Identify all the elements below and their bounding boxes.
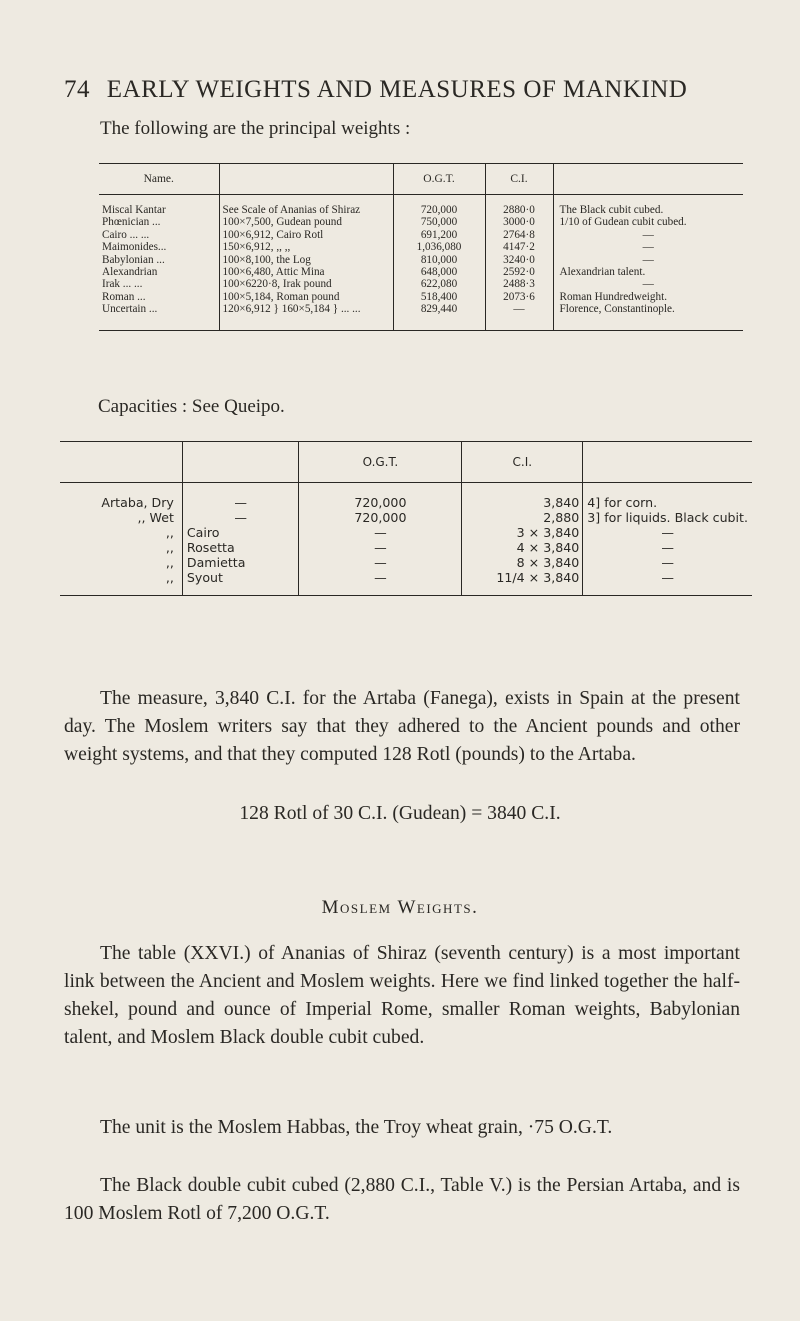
capacity-ci: 8 × 3,840 — [462, 555, 583, 570]
weight-desc: 100×8,100, the Log — [219, 254, 393, 266]
capacity-ogt: 720,000 — [299, 510, 462, 525]
weight-name: Cairo ... ... — [102, 228, 150, 241]
running-head — [64, 76, 687, 104]
weight-ci: 2073·6 — [485, 291, 553, 303]
capacity-name: ,, — [165, 540, 174, 555]
table-row — [60, 570, 752, 596]
weight-remark: Florence, Constantinople. — [553, 303, 743, 330]
table-row — [99, 266, 743, 278]
capacity-ogt: — — [299, 525, 462, 540]
capacity-place: — — [182, 483, 299, 511]
paragraph-ananias: The table (XXVI.) of Ananias of Shiraz (seventh century) is a most important link between the Ancient and Moslem weights. Here we find linked together the half-shekel, pound and ounce of Imperial Rome, smaller Roman weights, Babylonian talent, and Moslem Black double cubit cubed. — [64, 943, 740, 1048]
capacity-ci: 3 × 3,840 — [462, 525, 583, 540]
weight-name: Miscal Kantar — [102, 204, 166, 216]
weight-ogt: 622,080 — [393, 278, 485, 290]
capacity-remark: — — [583, 555, 752, 570]
weight-ci: 2764·8 — [485, 229, 553, 241]
capacity-ogt: — — [299, 555, 462, 570]
capacity-remark: — — [583, 570, 752, 596]
capacity-remark: — — [583, 525, 752, 540]
weights-header-name: Name. — [99, 164, 219, 195]
section-title: Moslem Weights. — [321, 897, 479, 918]
weight-ci: 3000·0 — [485, 216, 553, 228]
weight-name: Phœnician ... — [102, 216, 161, 229]
capacities-header-ci: C.I. — [462, 442, 583, 483]
weights-header-row — [99, 164, 743, 195]
capacity-name: Artaba, Dry — [101, 495, 174, 510]
table-row — [99, 195, 743, 217]
weight-ogt: 750,000 — [393, 216, 485, 228]
capacities-header-name — [60, 442, 182, 483]
table-row — [99, 241, 743, 253]
weight-remark: Alexandrian talent. — [553, 266, 743, 278]
weight-desc: See Scale of Ananias of Shiraz — [219, 195, 393, 217]
intro-text: The following are the principal weights : — [100, 118, 411, 139]
capacities-table — [60, 441, 752, 596]
table-row — [99, 254, 743, 266]
weight-ogt: 1,036,080 — [393, 241, 485, 253]
table-row — [99, 303, 743, 330]
running-title: EARLY WEIGHTS AND MEASURES OF MANKIND — [106, 76, 688, 103]
weight-ci: — — [485, 303, 553, 330]
capacity-place: Rosetta — [182, 540, 299, 555]
page-number: 74 — [64, 76, 90, 103]
weight-ci: 2880·0 — [485, 195, 553, 217]
capacity-ci: 11/4 × 3,840 — [462, 570, 583, 596]
capacity-ogt: — — [299, 570, 462, 596]
capacity-place: Syout — [182, 570, 299, 596]
capacities-header-ogt: O.G.T. — [299, 442, 462, 483]
weight-ogt: 648,000 — [393, 266, 485, 278]
weight-name: Roman ... — [102, 290, 146, 303]
weight-ci: 3240·0 — [485, 254, 553, 266]
weight-name: Irak ... ... — [102, 278, 143, 291]
weight-desc: 100×6,912, Cairo Rotl — [219, 229, 393, 241]
weights-header-desc — [219, 164, 393, 195]
weight-desc: 100×6220·8, Irak pound — [219, 278, 393, 290]
table-row — [99, 216, 743, 228]
weight-name: Uncertain ... — [102, 303, 158, 316]
table-row — [60, 483, 752, 511]
weight-desc: 100×7,500, Gudean pound — [219, 216, 393, 228]
weight-remark: The Black cubit cubed. — [553, 195, 743, 217]
capacity-name: ,, — [165, 555, 174, 570]
capacities-header-row — [60, 442, 752, 483]
paragraph-unit: The unit is the Moslem Habbas, the Troy wheat grain, ·75 O.G.T. — [100, 1117, 613, 1138]
weight-remark: — — [553, 229, 743, 241]
capacities-heading: Capacities : See Queipo. — [98, 396, 285, 417]
weight-ogt: 810,000 — [393, 254, 485, 266]
weight-ci: 4147·2 — [485, 241, 553, 253]
weight-remark: Roman Hundredweight. — [553, 291, 743, 303]
weight-desc: 150×6,912, ,, ,, — [219, 241, 393, 253]
weights-header-ci: C.I. — [485, 164, 553, 195]
weight-ci: 2592·0 — [485, 266, 553, 278]
weight-remark: — — [553, 254, 743, 266]
table-row — [60, 510, 752, 525]
table-row — [99, 229, 743, 241]
capacity-place: Cairo — [182, 525, 299, 540]
paragraph-black-cubit: The Black double cubit cubed (2,880 C.I., Table V.) is the Persian Artaba, and is 100 Moslem Rotl of 7,200 O.G.T. — [64, 1175, 740, 1224]
capacities-header-remark — [583, 442, 752, 483]
weight-remark: — — [553, 278, 743, 290]
weight-name: Alexandrian — [102, 266, 158, 279]
capacities-header-place — [182, 442, 299, 483]
capacity-ci: 3,840 — [462, 483, 583, 511]
weight-ogt: 720,000 — [393, 195, 485, 217]
formula-line: 128 Rotl of 30 C.I. (Gudean) = 3840 C.I. — [239, 803, 561, 824]
weight-ci: 2488·3 — [485, 278, 553, 290]
capacity-ci: 4 × 3,840 — [462, 540, 583, 555]
capacity-remark: — — [583, 540, 752, 555]
capacity-ogt: 720,000 — [299, 483, 462, 511]
capacity-place: — — [182, 510, 299, 525]
table-row — [60, 525, 752, 540]
capacity-ci: 2,880 — [462, 510, 583, 525]
weight-ogt: 518,400 — [393, 291, 485, 303]
weight-remark: — — [553, 241, 743, 253]
weight-ogt: 829,440 — [393, 303, 485, 330]
capacity-remark: 3] for liquids. Black cubit. — [583, 510, 752, 525]
weights-table — [99, 163, 743, 331]
table-row — [99, 291, 743, 303]
capacity-place: Damietta — [182, 555, 299, 570]
capacity-name: ,, Wet — [137, 510, 174, 525]
weight-ogt: 691,200 — [393, 229, 485, 241]
weight-desc: 100×5,184, Roman pound — [219, 291, 393, 303]
weight-remark: 1/10 of Gudean cubit cubed. — [553, 216, 743, 228]
weight-name: Babylonian ... — [102, 253, 165, 266]
weights-header-remark — [553, 164, 743, 195]
weight-name: Maimonides... — [102, 241, 167, 254]
capacity-name: ,, — [165, 570, 174, 585]
table-row — [60, 540, 752, 555]
table-row — [99, 278, 743, 290]
capacity-name: ,, — [165, 525, 174, 540]
weight-desc: 120×6,912 } 160×5,184 } ... ... — [219, 303, 393, 330]
weights-header-ogt: O.G.T. — [393, 164, 485, 195]
weight-desc: 100×6,480, Attic Mina — [219, 266, 393, 278]
table-row — [60, 555, 752, 570]
capacity-remark: 4] for corn. — [583, 483, 752, 511]
capacity-ogt: — — [299, 540, 462, 555]
paragraph-artaba: The measure, 3,840 C.I. for the Artaba (Fanega), exists in Spain at the present day. The Moslem writers say that they adhered to the Ancient pounds and other weight systems, and that they computed 128 Rotl (pounds) to the Artaba. — [64, 688, 740, 765]
